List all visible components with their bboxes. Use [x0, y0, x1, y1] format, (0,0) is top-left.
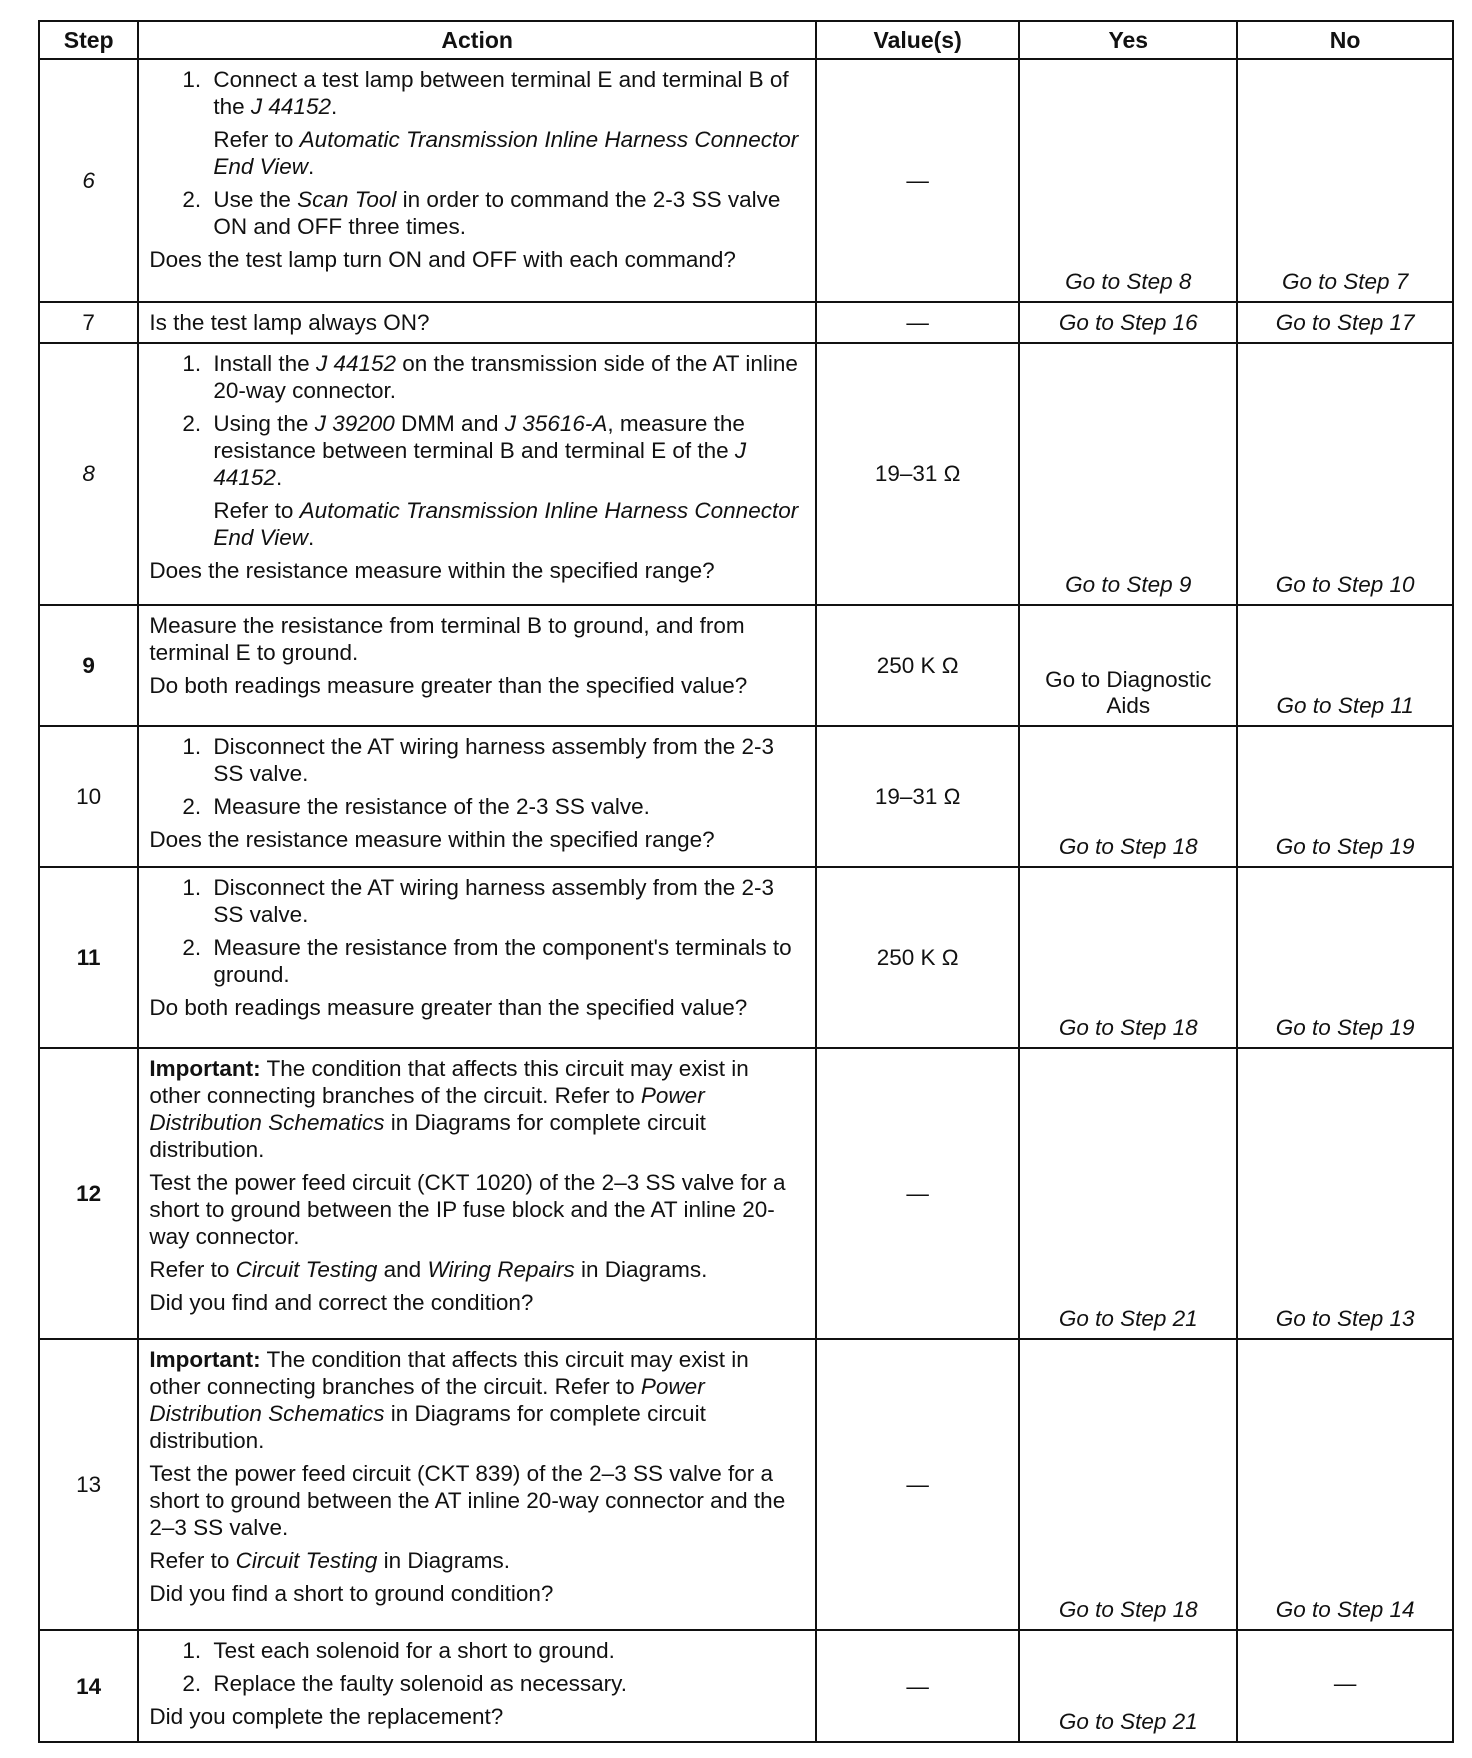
value-cell: 250 K Ω — [816, 605, 1019, 727]
table-row — [39, 726, 1453, 867]
header-step: Step — [39, 21, 138, 59]
yes-link[interactable]: Go to Step 21 — [1019, 1048, 1237, 1339]
action-cell — [138, 59, 816, 302]
yes-link[interactable]: Go to Diagnostic Aids — [1019, 605, 1237, 727]
step-number: 13 — [39, 1339, 138, 1630]
question: Did you find and correct the condition? — [149, 1290, 534, 1316]
yes-link[interactable]: Go to Step 8 — [1019, 59, 1237, 302]
action-steps — [149, 350, 803, 551]
important-note: Important: The condition that affects this circuit may exist in other connecting branches of the circuit. Refer to Power Distribution Schematics in Diagrams for complete circuit distribution. — [149, 1347, 749, 1454]
action-cell — [138, 1048, 816, 1339]
table-row — [39, 59, 1453, 302]
no-link[interactable]: Go to Step 10 — [1237, 343, 1453, 605]
question: Does the resistance measure within the specified range? — [149, 557, 715, 583]
step-number: 11 — [39, 867, 138, 1048]
value-cell: — — [816, 1339, 1019, 1630]
no-link[interactable]: Go to Step 11 — [1237, 605, 1453, 727]
refer-note: Refer to Automatic Transmission Inline Harness Connector End View. — [213, 127, 799, 179]
refer-note: Refer to Automatic Transmission Inline Harness Connector End View. — [213, 497, 799, 550]
step-number: 14 — [39, 1630, 138, 1742]
yes-link[interactable]: Go to Step 18 — [1019, 1339, 1237, 1630]
header-no: No — [1237, 21, 1453, 59]
list-item: 2. Using the J 39200 DMM and J 35616-A, measure the resistance between terminal B and terminal E of the J 44152. Refer to Automatic Transmission Inline Harness Connector End View. — [207, 410, 803, 551]
no-link[interactable]: Go to Step 7 — [1237, 59, 1453, 302]
list-item: 1. Connect a test lamp between terminal E and terminal B of the J 44152. Refer to Automatic Transmission Inline Harness Connector End View. — [207, 66, 803, 180]
action-cell — [138, 726, 816, 867]
list-item: 1. Disconnect the AT wiring harness assembly from the 2-3 SS valve. — [207, 874, 803, 928]
value-cell: — — [816, 1048, 1019, 1339]
step-number: 8 — [39, 343, 138, 605]
table-row — [39, 1630, 1453, 1742]
list-item: 1. Disconnect the AT wiring harness assembly from the 2-3 SS valve. — [207, 733, 803, 787]
value-cell: — — [816, 59, 1019, 302]
question: Did you find a short to ground condition? — [149, 1581, 554, 1607]
action-steps — [149, 733, 803, 820]
action-steps — [149, 1637, 803, 1697]
no-link[interactable]: Go to Step 19 — [1237, 726, 1453, 867]
no-link[interactable]: Go to Step 19 — [1237, 867, 1453, 1048]
question: Is the test lamp always ON? — [138, 302, 816, 343]
table-row — [39, 302, 1453, 343]
action-cell — [138, 1339, 816, 1630]
step-number: 10 — [39, 726, 138, 867]
refer-note: Refer to Circuit Testing in Diagrams. — [149, 1548, 510, 1574]
header-yes: Yes — [1019, 21, 1237, 59]
yes-link[interactable]: Go to Step 18 — [1019, 867, 1237, 1048]
header-value: Value(s) — [816, 21, 1019, 59]
step-number: 7 — [39, 302, 138, 343]
list-item: 2. Use the Scan Tool in order to command the 2-3 SS valve ON and OFF three times. — [207, 186, 803, 240]
value-cell: — — [816, 302, 1019, 343]
table-row — [39, 1048, 1453, 1339]
yes-link[interactable]: Go to Step 16 — [1019, 302, 1237, 343]
list-item: 1. Test each solenoid for a short to ground. — [207, 1637, 803, 1664]
header-row — [39, 21, 1453, 59]
yes-link[interactable]: Go to Step 21 — [1019, 1630, 1237, 1742]
table-row — [39, 343, 1453, 605]
step-number: 6 — [39, 59, 138, 302]
table-row — [39, 867, 1453, 1048]
action-cell — [138, 605, 816, 727]
value-cell: 19–31 Ω — [816, 343, 1019, 605]
yes-link[interactable]: Go to Step 18 — [1019, 726, 1237, 867]
question: Does the resistance measure within the specified range? — [149, 827, 715, 853]
question: Did you complete the replacement? — [149, 1704, 504, 1730]
table-row — [39, 1339, 1453, 1630]
header-action: Action — [138, 21, 816, 59]
question: Do both readings measure greater than the specified value? — [149, 672, 748, 698]
no-link[interactable]: Go to Step 14 — [1237, 1339, 1453, 1630]
action-cell — [138, 1630, 816, 1742]
yes-link[interactable]: Go to Step 9 — [1019, 343, 1237, 605]
question: Does the test lamp turn ON and OFF with each command? — [149, 247, 736, 272]
list-item: 2. Replace the faulty solenoid as necessary. — [207, 1670, 803, 1697]
step-number: 12 — [39, 1048, 138, 1339]
diagnostic-table — [38, 20, 1454, 1743]
action-cell — [138, 343, 816, 605]
action-text: Measure the resistance from terminal B to ground, and from terminal E to ground. — [149, 612, 745, 665]
action-steps — [149, 66, 803, 240]
test-instruction: Test the power feed circuit (CKT 1020) of the 2–3 SS valve for a short to ground between the IP fuse block and the AT inline 20-way connector. — [149, 1170, 786, 1250]
question: Do both readings measure greater than the specified value? — [149, 994, 748, 1020]
test-instruction: Test the power feed circuit (CKT 839) of the 2–3 SS valve for a short to ground between the AT inline 20-way connector and the 2–3 SS valve. — [149, 1461, 786, 1541]
refer-note: Refer to Circuit Testing and Wiring Repairs in Diagrams. — [149, 1257, 708, 1283]
list-item: 1. Install the J 44152 on the transmission side of the AT inline 20-way connector. — [207, 350, 803, 404]
action-steps — [149, 874, 803, 988]
action-cell — [138, 867, 816, 1048]
no-link[interactable]: Go to Step 13 — [1237, 1048, 1453, 1339]
value-cell: — — [816, 1630, 1019, 1742]
no-link[interactable]: Go to Step 17 — [1237, 302, 1453, 343]
table-row — [39, 605, 1453, 727]
list-item: 2. Measure the resistance of the 2-3 SS valve. — [207, 793, 803, 820]
no-value: — — [1237, 1630, 1453, 1742]
list-item: 2. Measure the resistance from the component's terminals to ground. — [207, 934, 803, 988]
step-number: 9 — [39, 605, 138, 727]
important-note: Important: The condition that affects this circuit may exist in other connecting branches of the circuit. Refer to Power Distribution Schematics in Diagrams for complete circuit distribution. — [149, 1056, 749, 1163]
value-cell: 250 K Ω — [816, 867, 1019, 1048]
value-cell: 19–31 Ω — [816, 726, 1019, 867]
